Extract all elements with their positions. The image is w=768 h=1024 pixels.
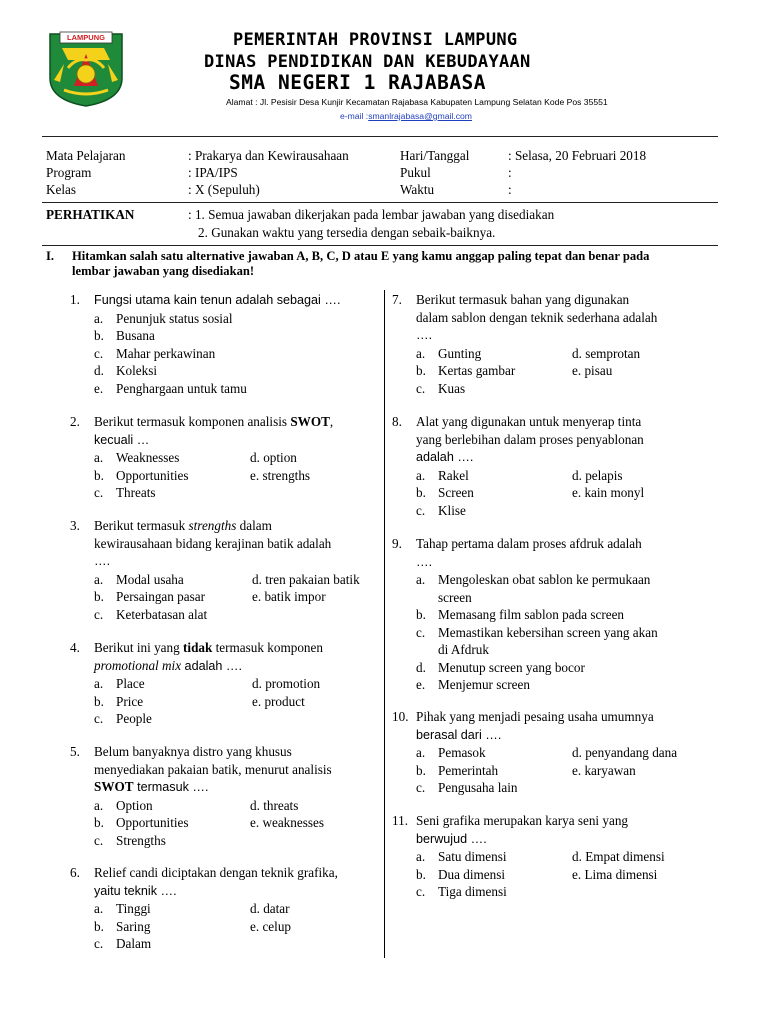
question-3 <box>70 517 370 623</box>
q8-text-2: yang berlebihan dalam proses penyablonan <box>416 431 644 447</box>
q8-option-row-1[interactable]: a. Rakel d. pelapis <box>416 467 623 483</box>
q11-text-2: berwujud …. <box>416 831 487 846</box>
q11-option-e[interactable]: e. Lima dimensi <box>572 866 658 882</box>
q5-text-termasuk: termasuk …. <box>133 780 209 794</box>
q8-option-e[interactable]: e. kain monyl <box>572 485 645 500</box>
q4-option-e[interactable]: e. product <box>252 693 305 709</box>
column-divider <box>384 290 385 958</box>
q10-option-c[interactable]: c. Pengusaha lain <box>416 780 518 795</box>
q2-text-swot: SWOT <box>290 414 330 429</box>
q5-number: 5. <box>70 744 80 759</box>
q2-text-2: kecuali … <box>94 432 150 447</box>
q1-option-e[interactable]: e. Penghargaan untuk tamu <box>94 380 247 396</box>
q1-option-a[interactable]: a. Penunjuk status sosial <box>94 310 233 326</box>
q3-text-3: …. <box>94 554 111 568</box>
q6-text-2: yaitu teknik …. <box>94 883 177 898</box>
q10-option-e[interactable]: e. karyawan <box>572 762 636 778</box>
q7-option-e[interactable]: e. pisau <box>572 363 613 378</box>
perhatikan-item-2: 2. Gunakan waktu yang tersedia dengan sebaik-baiknya. <box>198 225 496 240</box>
q5-option-row-1[interactable]: a. Option d. threats <box>94 797 299 813</box>
q8-text-1: Alat yang digunakan untuk menyerap tinta <box>416 414 642 429</box>
section-instruction-2: lembar jawaban yang disediakan! <box>72 264 255 278</box>
mapel-value: : Prakarya dan Kewirausahaan <box>188 148 349 163</box>
q3-option-row-2[interactable]: b. Persaingan pasar e. batik impor <box>94 589 326 604</box>
question-6 <box>70 864 370 953</box>
header-divider <box>42 136 718 137</box>
q11-option-c[interactable]: c. Tiga dimensi <box>416 884 507 899</box>
q10-option-d[interactable]: d. penyandang dana <box>572 745 678 760</box>
province-logo <box>46 30 126 108</box>
question-4 <box>70 639 370 728</box>
q5-text-swot: SWOT <box>94 779 134 794</box>
q7-option-d[interactable]: d. semprotan <box>572 345 641 361</box>
header-email-line <box>340 111 472 121</box>
question-11 <box>392 812 712 901</box>
q10-option-row-1[interactable]: a. Pemasok d. penyandang dana <box>416 745 678 760</box>
q9-option-a-cont: screen <box>438 589 472 605</box>
q10-text-2: berasal dari …. <box>416 727 502 742</box>
q9-option-c[interactable]: c. Memastikan kebersihan screen yang akan <box>416 624 658 640</box>
q4-option-row-1[interactable]: a. Place d. promotion <box>94 676 321 691</box>
q1-option-d[interactable]: d. Koleksi <box>94 363 158 378</box>
waktu-label: Waktu <box>400 182 435 197</box>
header-address: Alamat : Jl. Pesisir Desa Kunjir Kecamatan Rajabasa Kabupaten Lampung Selatan Kode Pos 35551 <box>226 97 608 107</box>
q10-number: 10. <box>392 709 409 724</box>
q3-text-dalam: dalam <box>236 518 272 533</box>
q2-text-comma: , <box>329 414 334 429</box>
question-7 <box>392 291 712 397</box>
q11-number: 11. <box>392 813 408 828</box>
q4-text-adalah: adalah …. <box>181 658 242 673</box>
question-5 <box>70 743 370 849</box>
email-label: e-mail : <box>340 111 369 121</box>
q3-text-strengths: strengths <box>188 518 237 533</box>
perhatikan-divider <box>42 245 718 246</box>
pukul-label: Pukul <box>400 165 431 180</box>
q4-option-d[interactable]: d. promotion <box>252 676 321 691</box>
q9-option-d[interactable]: d. Menutup screen yang bocor <box>416 659 585 675</box>
q6-option-d[interactable]: d. datar <box>250 901 290 916</box>
q7-option-c[interactable]: c. Kuas <box>416 380 466 396</box>
q7-number: 7. <box>392 292 402 307</box>
q5-option-c[interactable]: c. Strengths <box>94 832 166 848</box>
waktu-value: : <box>508 182 512 197</box>
kelas-value: : X (Sepuluh) <box>188 182 260 197</box>
perhatikan-label: PERHATIKAN <box>46 207 135 222</box>
question-8 <box>392 413 712 519</box>
q5-text-1: Belum banyaknya distro yang khusus <box>94 744 292 759</box>
section-instruction-1: Hitamkan salah satu alternative jawaban A, B, C, D atau E yang kamu anggap paling tepat dan benar pada <box>72 249 650 263</box>
q9-option-b[interactable]: b. Memasang film sablon pada screen <box>416 607 625 622</box>
kelas-label: Kelas <box>46 182 77 197</box>
q7-text-1: Berikut termasuk bahan yang digunakan <box>416 292 630 307</box>
q11-text-1: Seni grafika merupakan karya seni yang <box>416 813 629 828</box>
q3-option-e[interactable]: e. batik impor <box>252 589 326 604</box>
q7-option-row-1[interactable]: a. Gunting d. semprotan <box>416 345 641 361</box>
q7-option-row-2[interactable]: b. Kertas gambar e. pisau <box>416 363 613 378</box>
q6-option-e[interactable]: e. celup <box>250 918 292 934</box>
q6-option-row-2[interactable]: b. Saring e. celup <box>94 918 292 934</box>
q4-text-tidak: tidak <box>183 640 213 655</box>
q10-text-1: Pihak yang menjadi pesaing usaha umumnya <box>416 709 654 724</box>
q6-option-row-1[interactable]: a. Tinggi d. datar <box>94 901 290 916</box>
q6-option-c[interactable]: c. Dalam <box>94 936 152 951</box>
q7-text-2: dalam sablon dengan teknik sederhana adalah <box>416 309 658 325</box>
q1-option-c[interactable]: c. Mahar perkawinan <box>94 345 216 361</box>
q8-number: 8. <box>392 414 402 429</box>
header-line-1: PEMERINTAH PROVINSI LAMPUNG <box>233 30 518 50</box>
q8-option-c[interactable]: c. Klise <box>416 502 466 518</box>
q2-option-c[interactable]: c. Threats <box>94 485 156 500</box>
q4-text-1: Berikut ini yang <box>94 640 184 655</box>
q1-text: Fungsi utama kain tenun adalah sebagai …. <box>94 293 341 307</box>
q1-number: 1. <box>70 292 80 307</box>
q3-option-row-1[interactable]: a. Modal usaha d. tren pakaian batik <box>94 571 360 587</box>
q8-option-row-2[interactable]: b. Screen e. kain monyl <box>416 485 645 500</box>
question-9 <box>392 535 712 694</box>
hari-value: : Selasa, 20 Februari 2018 <box>508 148 647 163</box>
q2-number: 2. <box>70 414 80 429</box>
q2-option-d[interactable]: d. option <box>250 450 297 465</box>
q3-option-d[interactable]: d. tren pakaian batik <box>252 571 360 587</box>
q6-text-1: Relief candi diciptakan dengan teknik grafika, <box>94 865 338 880</box>
info-divider <box>42 202 718 203</box>
question-1 <box>70 291 370 397</box>
q2-option-row-2[interactable]: b. Opportunities e. strengths <box>94 467 311 483</box>
q8-option-d[interactable]: d. pelapis <box>572 467 623 483</box>
header-school-name: SMA NEGERI 1 RAJABASA <box>229 71 487 94</box>
question-2 <box>70 413 370 502</box>
q11-option-d[interactable]: d. Empat dimensi <box>572 849 665 864</box>
header-line-2: DINAS PENDIDIKAN DAN KEBUDAYAAN <box>204 52 531 72</box>
q9-number: 9. <box>392 536 402 551</box>
q2-option-row-1[interactable]: a. Weaknesses d. option <box>94 450 297 465</box>
q4-option-c[interactable]: c. People <box>94 711 152 726</box>
q9-option-e[interactable]: e. Menjemur screen <box>416 677 530 692</box>
q4-number: 4. <box>70 640 80 655</box>
q3-number: 3. <box>70 518 80 533</box>
q2-option-e[interactable]: e. strengths <box>250 467 311 483</box>
q3-option-c[interactable]: c. Keterbatasan alat <box>94 606 208 622</box>
hari-label: Hari/Tanggal <box>400 148 470 163</box>
q4-option-row-2[interactable]: b. Price e. product <box>94 693 305 709</box>
logo-text: LAMPUNG <box>67 33 105 42</box>
program-label: Program <box>46 165 92 180</box>
q9-text-1: Tahap pertama dalam proses afdruk adalah <box>416 536 642 551</box>
q6-number: 6. <box>70 865 80 880</box>
q1-option-b[interactable]: b. Busana <box>94 328 155 343</box>
question-10 <box>392 708 712 797</box>
section-number: I. <box>46 249 55 263</box>
q5-option-d[interactable]: d. threats <box>250 797 299 813</box>
pukul-value: : <box>508 165 512 180</box>
q9-option-a[interactable]: a. Mengoleskan obat sablon ke permukaan <box>416 572 651 587</box>
q8-text-3: adalah …. <box>416 450 474 464</box>
email-link[interactable]: smanlrajabasa@gmail.com <box>368 111 472 121</box>
q5-option-e[interactable]: e. weaknesses <box>250 815 324 830</box>
q5-text-2: menyediakan pakaian batik, menurut analisis <box>94 761 332 777</box>
q3-text-1: Berikut termasuk <box>94 518 189 533</box>
q3-text-2: kewirausahaan bidang kerajinan batik adalah <box>94 535 332 551</box>
q9-option-c-cont: di Afdruk <box>438 642 489 657</box>
q11-option-row-2[interactable]: b. Dua dimensi e. Lima dimensi <box>416 866 658 882</box>
q9-text-2: …. <box>416 554 433 569</box>
mapel-label: Mata Pelajaran <box>46 148 126 163</box>
q11-option-row-1[interactable]: a. Satu dimensi d. Empat dimensi <box>416 849 665 864</box>
program-value: : IPA/IPS <box>188 165 238 180</box>
q7-text-3: …. <box>416 328 433 342</box>
perhatikan-item-1: : 1. Semua jawaban dikerjakan pada lembar jawaban yang disediakan <box>188 207 555 222</box>
q2-text-1: Berikut termasuk komponen analisis <box>94 414 291 429</box>
q10-option-row-2[interactable]: b. Pemerintah e. karyawan <box>416 762 636 778</box>
q5-option-row-2[interactable]: b. Opportunities e. weaknesses <box>94 815 324 830</box>
q4-text-promotional-mix: promotional mix <box>94 657 182 673</box>
q4-text-komponen: termasuk komponen <box>212 640 323 655</box>
